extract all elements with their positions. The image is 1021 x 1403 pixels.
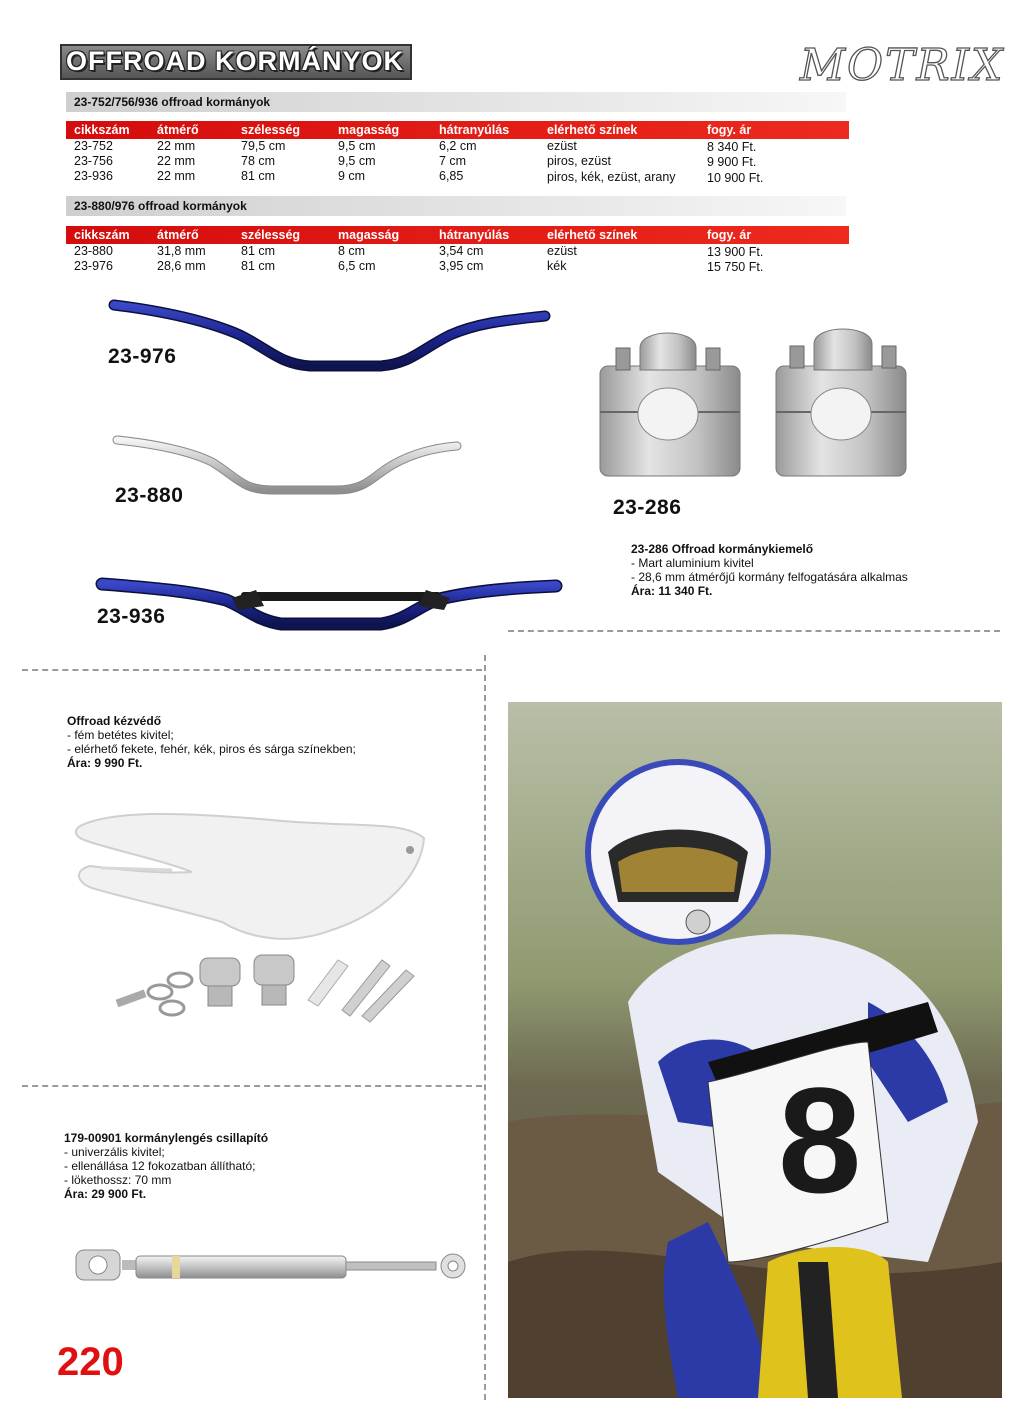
table-cell: 3,95 cm [439, 259, 484, 273]
table-cell: 22 mm [157, 169, 196, 183]
table-cell: 7 cm [439, 154, 467, 168]
table-cell: 23-752 [74, 139, 113, 153]
col-header-cikkszam: cikkszám [74, 123, 130, 137]
table-cell: 9 cm [338, 169, 366, 183]
table-cell: 23-880 [74, 244, 113, 258]
col-header-magassag: magasság [338, 123, 400, 137]
table-cell: kék [547, 259, 567, 273]
table-cell: 81 cm [241, 169, 276, 183]
handguard-description [67, 714, 467, 770]
handguard-feature: - fém betétes kivitel; [67, 728, 174, 742]
col-header-atmero: átmérő [157, 123, 199, 137]
table2-title: 23-880/976 offroad kormányok [66, 196, 846, 216]
table-cell: 81 cm [241, 259, 276, 273]
table-cell: 81 cm [241, 244, 276, 258]
table-cell: 23-976 [74, 259, 113, 273]
damper-price: Ára: 29 900 Ft. [64, 1187, 147, 1201]
table-cell: 6,5 cm [338, 259, 376, 273]
table1-title: 23-752/756/936 offroad kormányok [66, 92, 846, 112]
table-cell: 23-756 [74, 154, 113, 168]
damper-description [64, 1131, 464, 1201]
col-header-cikkszam: cikkszám [74, 228, 130, 242]
handlebar-936-image [96, 570, 566, 640]
handguard-feature: - elérhető fekete, fehér, kék, piros és sárga színekben; [67, 742, 356, 756]
col-header-szelesseg: szélesség [241, 228, 301, 242]
riser-feature: - Mart aluminium kivitel [631, 556, 754, 570]
table-cell: 9 900 Ft. [707, 155, 757, 169]
table-cell: 9,5 cm [338, 154, 376, 168]
handguard-image [72, 810, 452, 1040]
table-cell: ezüst [547, 244, 577, 258]
riser-description [631, 542, 991, 598]
product-label-936: 23-936 [97, 605, 166, 628]
damper-feature: - lökethossz: 70 mm [64, 1173, 172, 1187]
table1-header [66, 121, 849, 139]
damper-title: 179-00901 kormánylengés csillapító [64, 1131, 269, 1145]
table-cell: 78 cm [241, 154, 276, 168]
divider [22, 669, 482, 671]
damper-feature: - univerzális kivitel; [64, 1145, 165, 1159]
brand-logo: MOTRIX [800, 40, 1005, 91]
table2-header [66, 226, 849, 244]
riser-feature: - 28,6 mm átmérőjű kormány felfogatására alkalmas [631, 570, 908, 584]
col-header-ar: fogy. ár [707, 123, 752, 137]
divider [508, 630, 1000, 632]
table-cell: piros, ezüst [547, 154, 611, 168]
table-cell: 6,85 [439, 169, 464, 183]
table-cell: 22 mm [157, 154, 196, 168]
product-label-286: 23-286 [613, 496, 682, 519]
table-cell: 6,2 cm [439, 139, 477, 153]
handguard-title: Offroad kézvédő [67, 714, 162, 728]
motocross-rider-photo [508, 702, 1002, 1398]
table-cell: 15 750 Ft. [707, 260, 764, 274]
damper-feature: - ellenállása 12 fokozatban állítható; [64, 1159, 256, 1173]
col-header-magassag: magasság [338, 228, 400, 242]
table-cell: 28,6 mm [157, 259, 206, 273]
table-cell: 3,54 cm [439, 244, 484, 258]
col-header-hatranyulas: hátranyúlás [439, 123, 510, 137]
table-cell: 23-936 [74, 169, 113, 183]
page-title: OFFROAD KORMÁNYOK [66, 46, 404, 76]
col-header-szinek: elérhető színek [547, 228, 638, 242]
table-cell: ezüst [547, 139, 577, 153]
handguard-price: Ára: 9 990 Ft. [67, 756, 143, 770]
riser-price: Ára: 11 340 Ft. [631, 584, 713, 598]
col-header-ar: fogy. ár [707, 228, 752, 242]
table-cell: piros, kék, ezüst, arany [547, 170, 676, 184]
table1-body [66, 139, 849, 187]
table-cell: 10 900 Ft. [707, 171, 764, 185]
table-cell: 13 900 Ft. [707, 245, 764, 259]
steering-damper-image [68, 1232, 478, 1292]
col-header-szinek: elérhető színek [547, 123, 638, 137]
table-cell: 8 340 Ft. [707, 140, 757, 154]
page-number: 220 [57, 1340, 124, 1384]
divider [484, 655, 486, 1400]
table-cell: 22 mm [157, 139, 196, 153]
col-header-hatranyulas: hátranyúlás [439, 228, 510, 242]
table-cell: 79,5 cm [241, 139, 286, 153]
number-plate-digit: 8 [778, 1056, 862, 1224]
divider [22, 1085, 482, 1087]
col-header-szelesseg: szélesség [241, 123, 301, 137]
riser-clamp-image [596, 326, 926, 486]
table-cell: 9,5 cm [338, 139, 376, 153]
product-label-880: 23-880 [115, 484, 184, 507]
table2-body [66, 244, 849, 278]
table-cell: 31,8 mm [157, 244, 206, 258]
table-cell: 8 cm [338, 244, 366, 258]
riser-title: 23-286 Offroad kormánykiemelő [631, 542, 814, 556]
col-header-atmero: átmérő [157, 228, 199, 242]
product-label-976: 23-976 [108, 345, 177, 368]
